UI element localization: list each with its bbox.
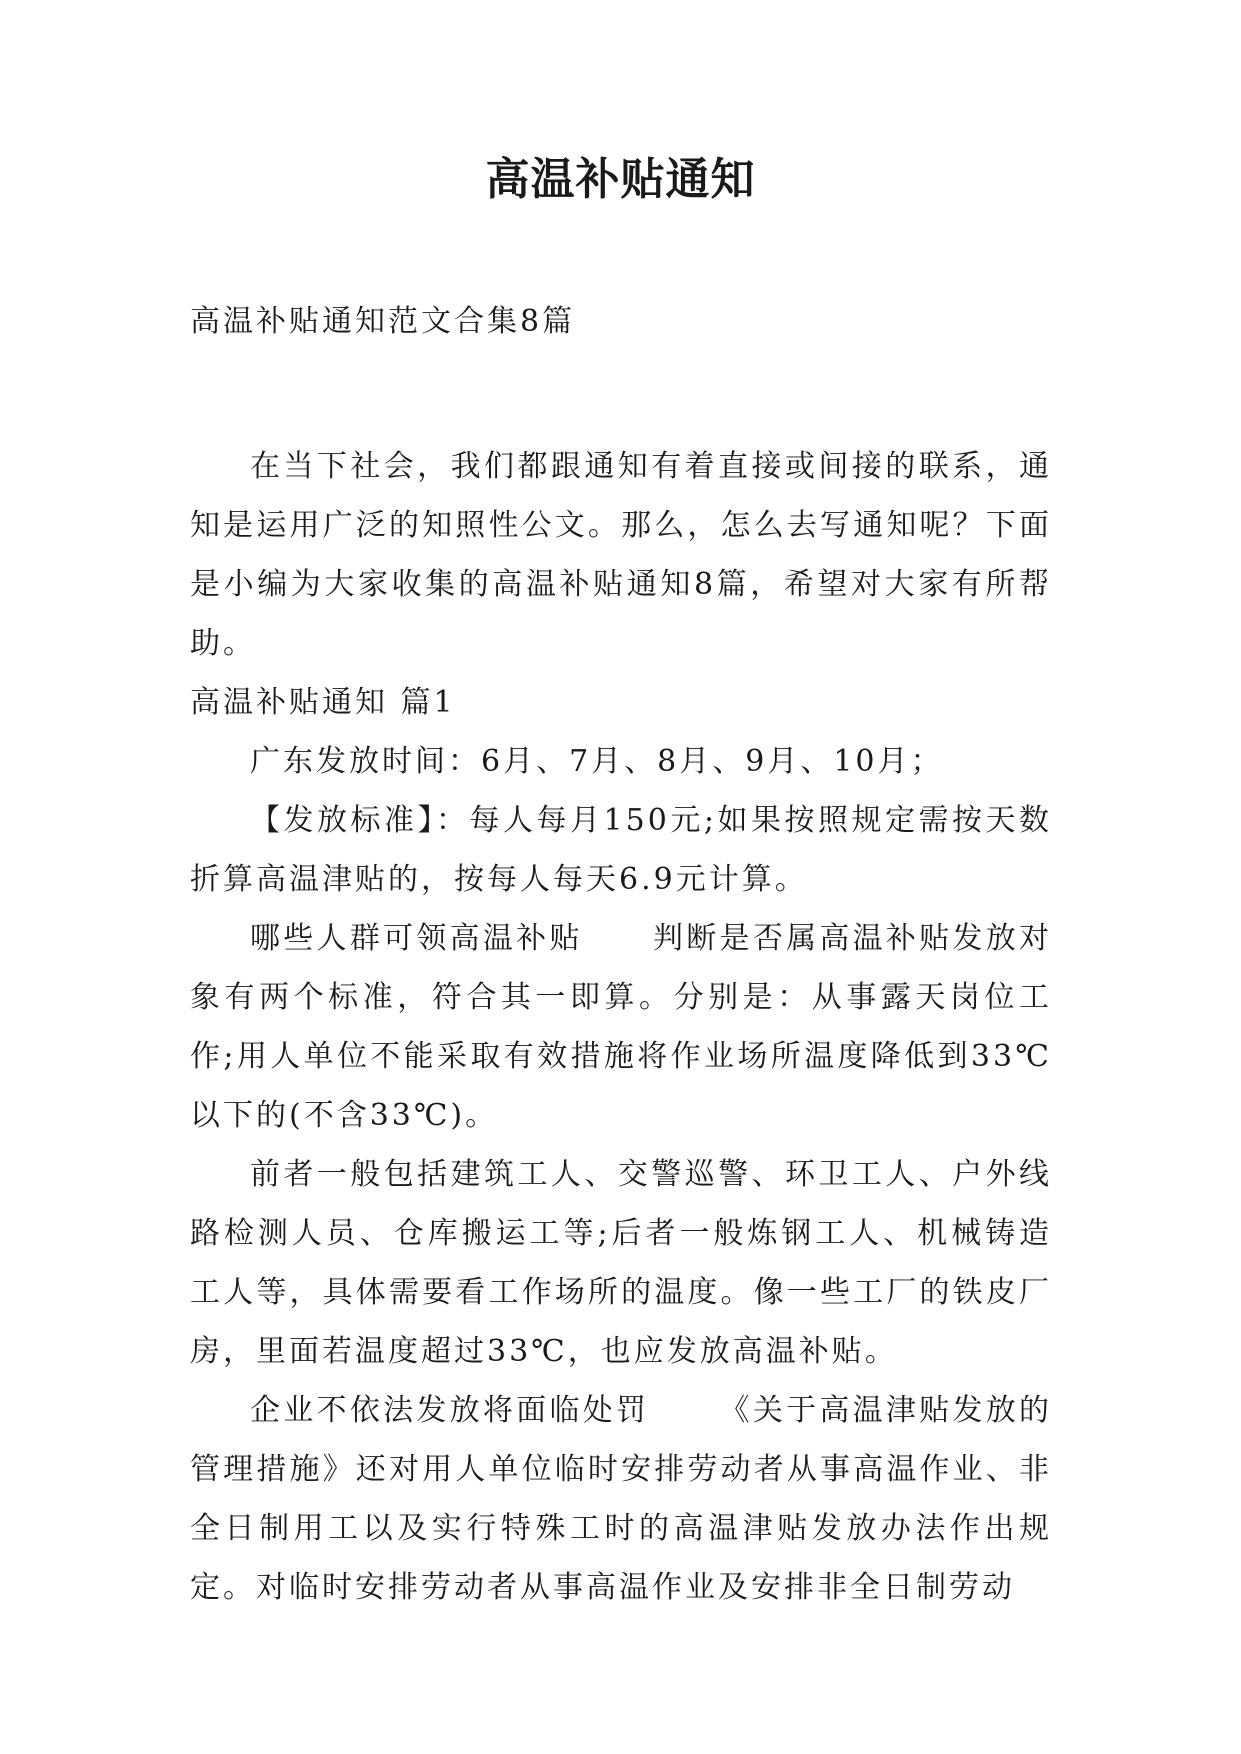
eligible-groups-body: 判断是否属高温补贴发放对象有两个标准，符合其一即算。分别是：从事露天岗位工作;用人单位不能采取有效措施将作业场所温度降低到33℃以下的(不含33℃)。: [190, 921, 1053, 1133]
standard-paragraph: 【发放标准】：每人每月150元;如果按照规定需按天数折算高温津贴的，按每人每天6.9元计算。: [190, 803, 1052, 897]
penalty-body: 《关于高温津贴发放的管理措施》还对用人单位临时安排劳动者从事高温作业、非全日制用工以及实行特殊工时的高温津贴发放办法作出规定。对临时安排劳动者从事高温作业及安排非全日制劳动: [190, 1393, 1053, 1605]
intro-paragraph: 在当下社会，我们都跟通知有着直接或间接的联系，通知是运用广泛的知照性公文。那么，怎么去写通知呢？下面是小编为大家收集的高温补贴通知8篇，希望对大家有所帮助。: [190, 449, 1052, 661]
examples-paragraph: 前者一般包括建筑工人、交警巡警、环卫工人、户外线路检测人员、仓库搬运工等;后者一般炼钢工人、机械铸造工人等，具体需要看工作场所的温度。像一些工厂的铁皮厂房，里面若温度超过33℃，也应发放高温补贴。: [190, 1157, 1052, 1369]
penalty-paragraph: [190, 1381, 1052, 1617]
document-title: 高温补贴通知: [485, 154, 756, 205]
eligible-groups-heading: 哪些人群可领高温补贴: [250, 921, 583, 956]
document-subtitle: 高温补贴通知范文合集8篇: [190, 304, 576, 339]
penalty-heading: 企业不依法发放将面临处罚: [250, 1393, 650, 1428]
eligible-groups-paragraph: [190, 909, 1052, 1145]
release-time-paragraph: 广东发放时间：6月、7月、8月、9月、10月；: [250, 744, 944, 779]
section-heading: 高温补贴通知 篇1: [190, 685, 456, 720]
document-body: [190, 292, 1052, 1617]
